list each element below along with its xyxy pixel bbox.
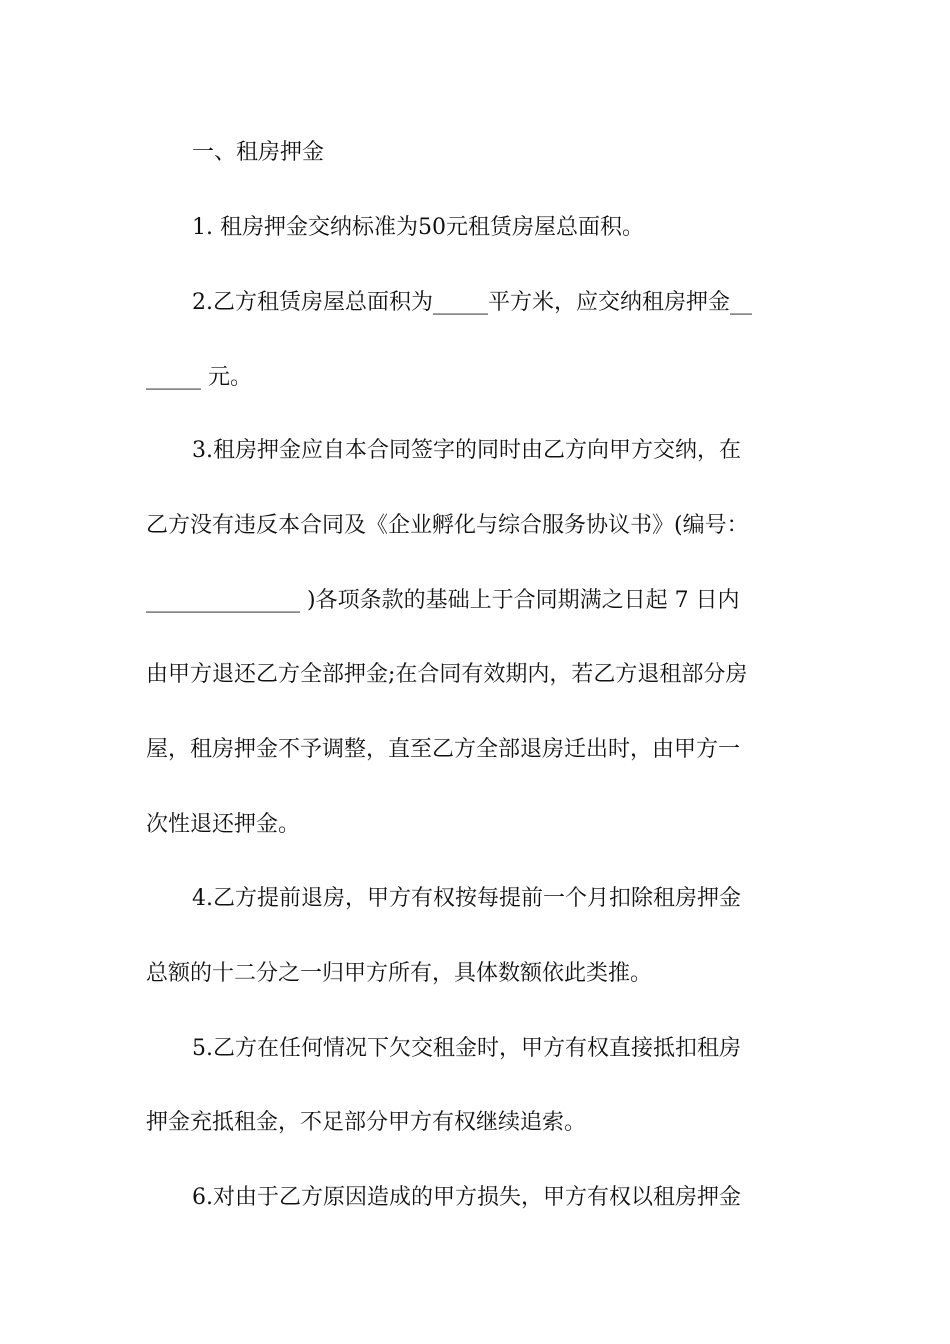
clause-3-line-6: 次性退还押金。 [146,812,301,837]
clause-6-line-1: 6.对由于乙方原因造成的甲方损失，甲方有权以租房押金 [192,1185,741,1210]
clause-2-line-1: 2.乙方租赁房屋总面积为_____平方米，应交纳租房押金__ [192,290,752,315]
clause-2-line-2: _____ 元。 [146,365,252,390]
clause-4-line-2: 总额的十二分之一归甲方所有，具体数额依此类推。 [146,961,653,986]
clause-5-line-1: 5.乙方在任何情况下欠交租金时，甲方有权直接抵扣租房 [192,1036,741,1061]
clause-3-line-2: 乙方没有违反本合同及《企业孵化与综合服务协议书》(编号： [146,513,749,538]
clause-3-line-1: 3.租房押金应自本合同签字的同时由乙方向甲方交纳，在 [192,438,741,463]
clause-3-line-3: ______________ )各项条款的基础上于合同期满之日起 7 日内 [146,588,740,613]
clause-3-line-5: 屋，租房押金不予调整，直至乙方全部退房迁出时，由甲方一 [146,737,741,762]
clause-4-line-1: 4.乙方提前退房，甲方有权按每提前一个月扣除租房押金 [192,886,741,911]
clause-1: 1. 租房押金交纳标准为50元租赁房屋总面积。 [192,215,644,240]
clause-3-line-4: 由甲方退还乙方全部押金;在合同有效期内，若乙方退租部分房 [146,662,748,687]
clause-5-line-2: 押金充抵租金，不足部分甲方有权继续追索。 [146,1110,587,1135]
section-heading: 一、租房押金 [192,140,325,165]
